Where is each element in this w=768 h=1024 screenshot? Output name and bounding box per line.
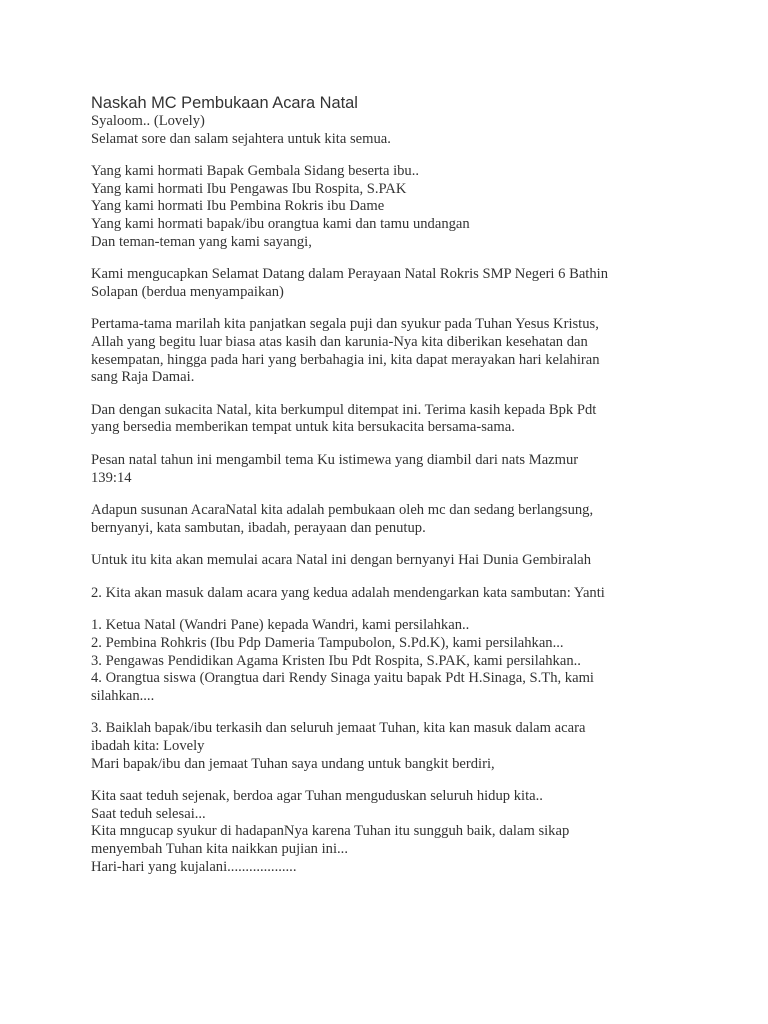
text-line: 2. Kita akan masuk dalam acara yang kedua adalah mendengarkan kata sambutan: Yanti	[91, 584, 605, 601]
text-line: Adapun susunan AcaraNatal kita adalah pembukaan oleh mc dan sedang berlangsung,	[91, 502, 594, 519]
paragraph	[91, 452, 731, 487]
text-line: menyembah Tuhan kita naikkan pujian ini...	[91, 841, 348, 857]
text-line: Untuk itu kita akan memulai acara Natal ini dengan bernyanyi Hai Dunia Gembiralah	[91, 552, 592, 569]
document-body	[91, 113, 731, 876]
text-line: Yang kami hormati bapak/ibu orangtua kami dan tamu undangan	[91, 215, 470, 232]
paragraph	[91, 163, 731, 251]
text-line: Dan teman-teman yang kami sayangi,	[91, 233, 312, 250]
text-line: 3. Baiklah bapak/ibu terkasih dan seluruh jemaat Tuhan, kita kan masuk dalam acara	[91, 720, 586, 737]
text-line: Kami mengucapkan Selamat Datang dalam Perayaan Natal Rokris SMP Negeri 6 Bathin	[91, 266, 608, 283]
text-line: Pertama-tama marilah kita panjatkan segala puji dan syukur pada Tuhan Yesus Kristus,	[91, 316, 599, 333]
text-line: 139:14	[91, 469, 132, 486]
text-line: Yang kami hormati Ibu Pengawas Ibu Rospita, S.PAK	[91, 180, 407, 197]
document-title: Naskah MC Pembukaan Acara Natal	[91, 94, 358, 112]
text-line: Kita saat teduh sejenak, berdoa agar Tuhan menguduskan seluruh hidup kita..	[91, 788, 543, 805]
text-line: 1. Ketua Natal (Wandri Pane) kepada Wandri, kami persilahkan..	[91, 617, 470, 634]
text-line: yang bersedia memberikan tempat untuk kita bersukacita bersama-sama.	[91, 419, 515, 436]
text-line: 4. Orangtua siswa (Orangtua dari Rendy Sinaga yaitu bapak Pdt H.Sinaga, S.Th, kami	[91, 670, 594, 687]
text-line: silahkan....	[91, 687, 155, 704]
text-line: Kita mngucap syukur di hadapanNya karena Tuhan itu sungguh baik, dalam sikap	[91, 823, 570, 840]
text-line: Pesan natal tahun ini mengambil tema Ku istimewa yang diambil dari nats Mazmur	[91, 451, 579, 468]
text-line: Hari-hari yang kujalani...................	[91, 858, 297, 875]
paragraph	[91, 585, 731, 603]
paragraph	[91, 720, 731, 773]
text-line: Dan dengan sukacita Natal, kita berkumpul ditempat ini. Terima kasih kepada Bpk Pdt	[91, 401, 597, 418]
text-line: Saat teduh selesai...	[91, 805, 206, 822]
document-page	[91, 93, 731, 891]
paragraph	[91, 617, 731, 705]
paragraph	[91, 316, 731, 386]
paragraph	[91, 402, 731, 437]
paragraph	[91, 788, 731, 876]
paragraph	[91, 502, 731, 537]
paragraph	[91, 113, 731, 148]
text-line: Solapan (berdua menyampaikan)	[91, 283, 284, 300]
text-line: bernyanyi, kata sambutan, ibadah, perayaan dan penutup.	[91, 519, 426, 536]
text-line: Syaloom.. (Lovely)	[91, 113, 205, 129]
paragraph	[91, 552, 731, 570]
text-line: Selamat sore dan salam sejahtera untuk kita semua.	[91, 130, 391, 147]
text-line: Mari bapak/ibu dan jemaat Tuhan saya undang untuk bangkit berdiri,	[91, 755, 495, 772]
text-line: 3. Pengawas Pendidikan Agama Kristen Ibu Pdt Rospita, S.PAK, kami persilahkan..	[91, 652, 581, 669]
text-line: 2. Pembina Rohkris (Ibu Pdp Dameria Tampubolon, S.Pd.K), kami persilahkan...	[91, 635, 564, 652]
text-line: sang Raja Damai.	[91, 369, 195, 386]
text-line: kesempatan, hingga pada hari yang berbahagia ini, kita dapat merayakan hari kelahiran	[91, 351, 600, 368]
text-line: Yang kami hormati Ibu Pembina Rokris ibu Dame	[91, 198, 385, 215]
text-line: Allah yang begitu luar biasa atas kasih dan karunia-Nya kita diberikan kesehatan dan	[91, 333, 588, 350]
text-line: ibadah kita: Lovely	[91, 738, 205, 755]
paragraph	[91, 266, 731, 301]
text-line: Yang kami hormati Bapak Gembala Sidang beserta ibu..	[91, 163, 420, 180]
